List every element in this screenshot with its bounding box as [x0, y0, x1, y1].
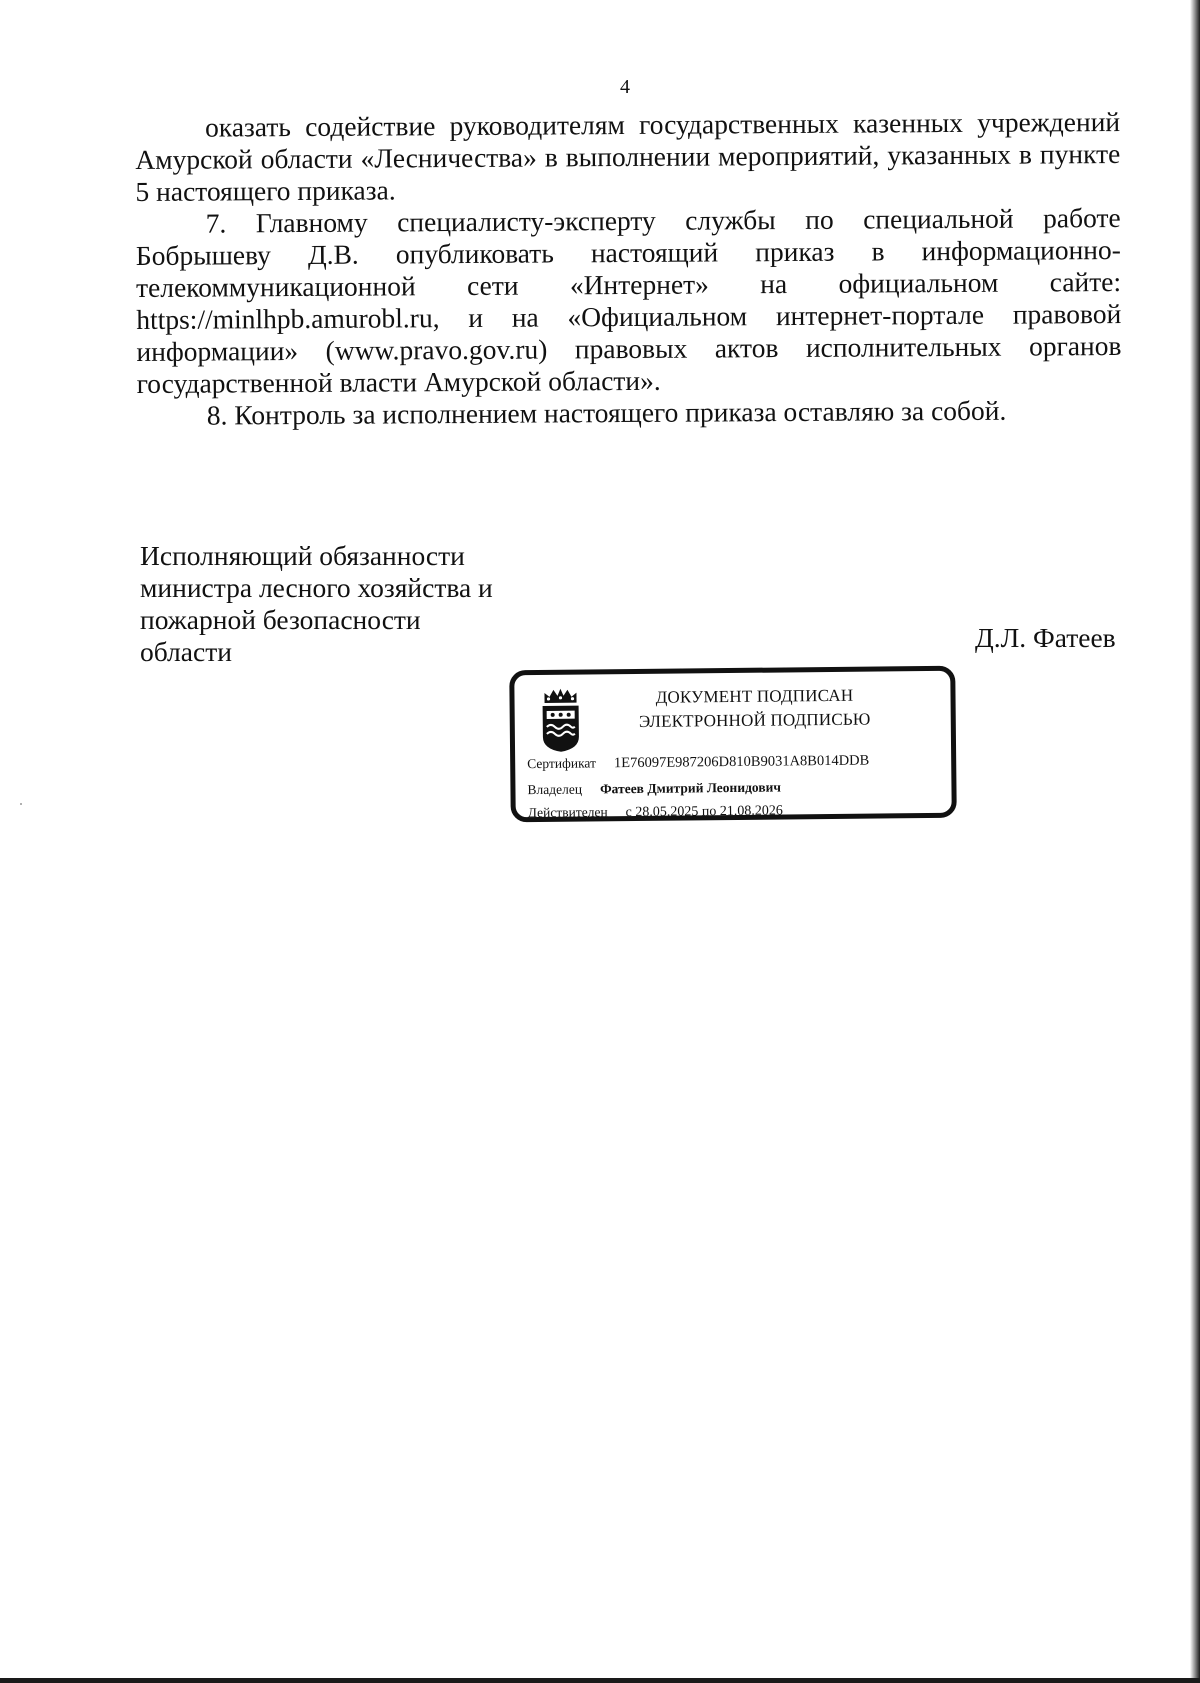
stamp-header: [624, 683, 884, 734]
paragraph-7-publish: 7. Главному специалисту-эксперту службы по специальной работе Бобрышеву Д.В. опубликовать настоящий приказ в информационно-телекоммуникационной сети «Интернет» на официальном сайте: https://minlhpb.amurobl.ru, и на «Официальном интернет-портале правовой информации» (www.pravo.gov.ru) правовых актов исполнительных органов государственной власти Амурской области».: [135, 201, 1122, 399]
amur-region-coat-of-arms-icon: [538, 687, 583, 753]
valid-label: Действителен: [527, 804, 608, 821]
paragraph-8-control: 8. Контроль за исполнением настоящего приказа оставляю за собой.: [206, 394, 1007, 431]
signer-name: Д.Л. Фатеев: [975, 622, 1116, 653]
stamp-header-line: ДОКУМЕНТ ПОДПИСАН: [655, 685, 854, 707]
stamp-validity-row: [528, 802, 783, 822]
order-body-text: [135, 106, 1122, 432]
scan-edge-shadow: [1190, 0, 1200, 1683]
scan-speck: [20, 803, 22, 805]
owner-value: Фатеев Дмитрий Леонидович: [599, 779, 782, 797]
valid-value: с 28.05.2025 по 21.08.2026: [625, 803, 783, 821]
signer-position-line: министра лесного хозяйства и: [140, 572, 493, 603]
owner-label: Владелец: [527, 781, 583, 798]
scan-bottom-edge: [0, 1678, 1200, 1683]
signer-position: [140, 540, 493, 668]
signer-position-line: Исполняющий обязанности: [140, 540, 465, 571]
electronic-signature-stamp: [509, 666, 957, 823]
signer-position-line: пожарной безопасности: [140, 604, 421, 635]
certificate-value: 1E76097E987206D810B9031A8B014DDB: [613, 752, 870, 772]
page-number: 4: [620, 76, 630, 98]
signer-position-line: области: [140, 636, 232, 667]
stamp-certificate-row: [527, 753, 869, 774]
stamp-owner-row: [527, 780, 781, 799]
certificate-label: Сертификат: [527, 755, 597, 772]
paragraph-assist: оказать содействие руководителям государственных казенных учреждений Амурской области «Лесничества» в выполнении мероприятий, указанных в пункте 5 настоящего приказа.: [135, 105, 1121, 207]
stamp-header-line: ЭЛЕКТРОННОЙ ПОДПИСЬЮ: [638, 709, 871, 731]
